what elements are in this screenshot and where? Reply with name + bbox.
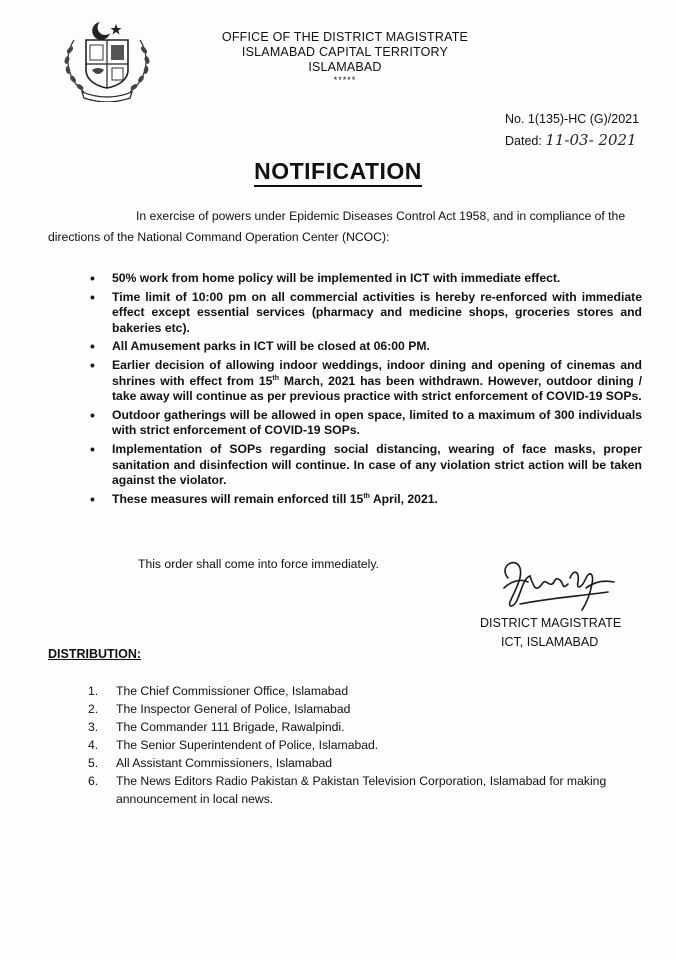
item-text: The Inspector General of Police, Islamabad: [116, 702, 351, 716]
item-text: The News Editors Radio Pakistan & Pakistan Television Corporation, Islamabad for making announcement in local news.: [116, 774, 607, 806]
item-number: 5.: [88, 756, 99, 770]
directive-item: • All Amusement parks in ICT will be closed at 06:00 PM.: [90, 339, 642, 355]
item-number: 4.: [88, 738, 99, 752]
distribution-item: [88, 700, 648, 718]
title-text: NOTIFICATION: [254, 158, 422, 187]
distribution-heading: DISTRIBUTION:: [48, 647, 142, 661]
ordinal-suffix: th: [272, 374, 280, 382]
directive-item: [90, 492, 642, 508]
signatory-title: DISTRICT MAGISTRATE: [480, 616, 622, 630]
distribution-item: [88, 736, 648, 754]
state-emblem-icon: [60, 18, 154, 102]
distribution-item: [88, 754, 648, 772]
item-text: The Chief Commissioner Office, Islamabad: [116, 684, 349, 698]
distribution-item: [88, 772, 648, 808]
directive-item: • 50% work from home policy will be implemented in ICT with immediate effect.: [90, 271, 642, 287]
reference-number: No. 1(135)-HC (G)/2021: [505, 112, 640, 126]
reference-block: [505, 109, 639, 152]
header-line-3: ISLAMABAD: [308, 60, 382, 74]
header-stars: *****: [333, 75, 357, 85]
distribution-list: [88, 682, 648, 808]
date-value: 11-03- 2021: [545, 131, 637, 149]
header-line-1: OFFICE OF THE DISTRICT MAGISTRATE: [221, 30, 469, 44]
date-label: Dated:: [505, 134, 542, 148]
directive-text: March, 2021 has been withdrawn. However, outdoor dining / take away will continue as per previous practice with strict enforcement of COVID-19 SOPs.: [112, 373, 642, 404]
directive-item: [90, 358, 642, 405]
ordinal-suffix: th: [363, 492, 370, 500]
handwritten-signature: [490, 548, 620, 620]
directive-list: [90, 271, 642, 510]
directive-item: • Time limit of 10:00 pm on all commercial activities is hereby re-enforced with immediate effect except essential services (pharmacy and medicine shops, groceries stores and bakeries etc).: [90, 290, 642, 337]
document-title: [0, 158, 676, 185]
intro-line-1: In exercise of powers under Epidemic Diseases Control Act 1958, and in compliance of the: [136, 209, 626, 223]
item-number: 2.: [88, 702, 99, 716]
intro-line-2: directions of the National Command Operation Center (NCOC):: [48, 230, 390, 244]
directive-text: April, 2021.: [369, 491, 438, 506]
directive-text: These measures will remain enforced till 15: [112, 491, 364, 506]
order-statement: This order shall come into force immediately.: [138, 557, 379, 571]
directive-text: Earlier decision of allowing indoor weddings, indoor dining and opening of cinemas and shrines with effect from 15: [112, 357, 642, 388]
item-text: The Senior Superintendent of Police, Islamabad.: [116, 738, 379, 752]
distribution-item: [88, 718, 648, 736]
date-line: [505, 130, 639, 152]
office-header: [200, 30, 490, 85]
directive-item: • Outdoor gatherings will be allowed in open space, limited to a maximum of 300 individuals with strict enforcement of COVID-19 SOPs.: [90, 408, 642, 439]
header-line-2: ISLAMABAD CAPITAL TERRITORY: [241, 45, 449, 59]
item-number: 6.: [88, 774, 99, 788]
intro-paragraph: [48, 206, 648, 248]
signatory-location: ICT, ISLAMABAD: [501, 635, 599, 649]
item-number: 1.: [88, 684, 99, 698]
directive-item: • Implementation of SOPs regarding social distancing, wearing of face masks, proper sanitation and disinfection will continue. In case of any violation strict action will be taken against the violator.: [90, 442, 642, 489]
signatory-block: [480, 614, 621, 652]
distribution-item: [88, 682, 648, 700]
item-text: All Assistant Commissioners, Islamabad: [116, 756, 333, 770]
item-text: The Commander 111 Brigade, Rawalpindi.: [116, 720, 345, 734]
item-number: 3.: [88, 720, 99, 734]
